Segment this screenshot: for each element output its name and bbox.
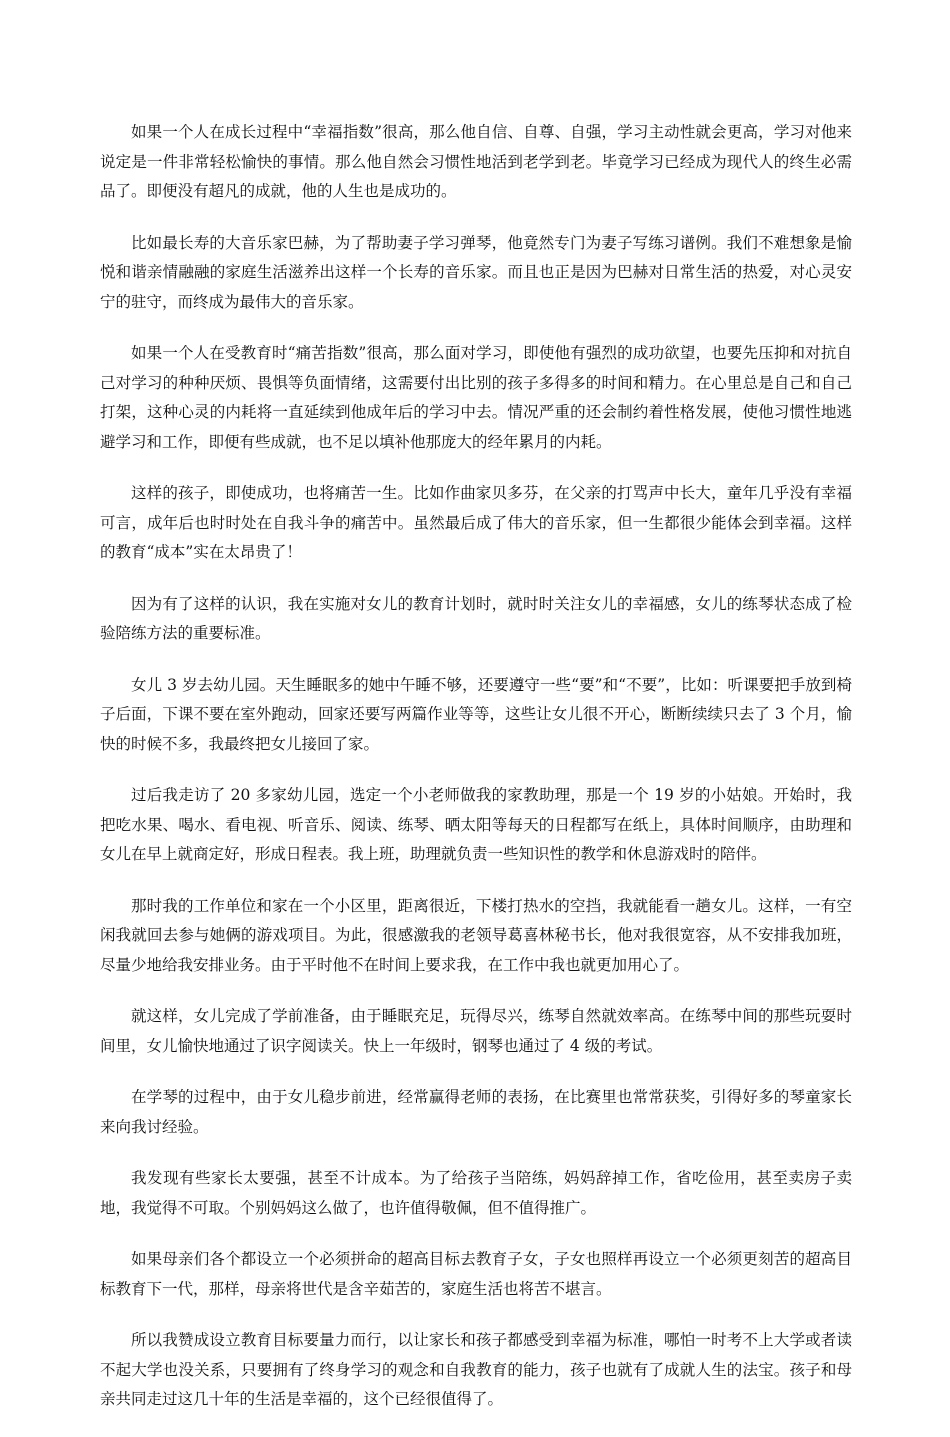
paragraph-8: 那时我的工作单位和家在一个小区里，距离很近，下楼打热水的空挡，我就能看一趟女儿。这样，一有空闲我就回去参与她俩的游戏项目。为此，很感激我的老领导葛喜林秘书长，他对我很宽容，从不安排我加班，尽量少地给我安排业务。由于平时他不在时间上要求我，在工作中我也就更加用心了。: [100, 896, 852, 974]
article-body: [100, 118, 852, 1437]
paragraph-1: 如果一个人在成长过程中“幸福指数”很高，那么他自信、自尊、自强，学习主动性就会更高，学习对他来说定是一件非常轻松愉快的事情。那么他自然会习惯性地活到老学到老。毕竟学习已经成为现代人的终生必需品了。即便没有超凡的成就，他的人生也是成功的。: [100, 123, 852, 200]
paragraph-9: 就这样，女儿完成了学前准备，由于睡眠充足，玩得尽兴，练琴自然就效率高。在练琴中间的那些玩耍时间里，女儿愉快地通过了识字阅读关。快上一年级时，钢琴也通过了 4 级的考试。: [100, 1007, 852, 1055]
paragraph-6: 女儿 3 岁去幼儿园。天生睡眠多的她中午睡不够，还要遵守一些“要”和“不要”，比如：听课要把手放到椅子后面，下课不要在室外跑动，回家还要写两篇作业等等，这些让女儿很不开心，断断续续只去了 3 个月，愉快的时候不多，我最终把女儿接回了家。: [100, 675, 852, 753]
paragraph-3: 如果一个人在受教育时“痛苦指数”很高，那么面对学习，即使他有强烈的成功欲望，也要先压抑和对抗自己对学习的种种厌烦、畏惧等负面情绪，这需要付出比别的孩子多得多的时间和精力。在心里总是自己和自己打架，这种心灵的内耗将一直延续到他成年后的学习中去。情况严重的还会制约着性格发展，使他习惯性地逃避学习和工作，即便有些成就，也不足以填补他那庞大的经年累月的内耗。: [100, 344, 852, 451]
paragraph-2: 比如最长寿的大音乐家巴赫，为了帮助妻子学习弹琴，他竟然专门为妻子写练习谱例。我们不难想象是愉悦和谐亲情融融的家庭生活滋养出这样一个长寿的音乐家。而且也正是因为巴赫对日常生活的热爱，对心灵安宁的驻守，而终成为最伟大的音乐家。: [100, 233, 852, 311]
paragraph-4: 这样的孩子，即使成功，也将痛苦一生。比如作曲家贝多芬，在父亲的打骂声中长大，童年几乎没有幸福可言，成年后也时时处在自我斗争的痛苦中。虽然最后成了伟大的音乐家，但一生都很少能体会到幸福。这样的教育“成本”实在太昂贵了！: [100, 484, 852, 561]
paragraph-11: 我发现有些家长太要强，甚至不计成本。为了给孩子当陪练，妈妈辞掉工作，省吃俭用，甚至卖房子卖地，我觉得不可取。个别妈妈这么做了，也许值得敬佩，但不值得推广。: [100, 1169, 852, 1217]
paragraph-7: 过后我走访了 20 多家幼儿园，选定一个小老师做我的家教助理，那是一个 19 岁的小姑娘。开始时，我把吃水果、喝水、看电视、听音乐、阅读、练琴、晒太阳等每天的日程都写在纸上，具体时间顺序，由助理和女儿在早上就商定好，形成日程表。我上班，助理就负责一些知识性的教学和休息游戏时的陪伴。: [100, 786, 852, 863]
paragraph-13: 所以我赞成设立教育目标要量力而行，以让家长和孩子都感受到幸福为标准，哪怕一时考不上大学或者读不起大学也没关系，只要拥有了终身学习的观念和自我教育的能力，孩子也就有了成就人生的法宝。孩子和母亲共同走过这几十年的生活是幸福的，这个已经很值得了。: [100, 1331, 852, 1408]
paragraph-10: 在学琴的过程中，由于女儿稳步前进，经常赢得老师的表扬，在比赛里也常常获奖，引得好多的琴童家长来向我讨经验。: [100, 1088, 852, 1136]
paragraph-5: 因为有了这样的认识，我在实施对女儿的教育计划时，就时时关注女儿的幸福感，女儿的练琴状态成了检验陪练方法的重要标准。: [100, 594, 852, 642]
paragraph-12: 如果母亲们各个都设立一个必须拼命的超高目标去教育子女，子女也照样再设立一个必须更刻苦的超高目标教育下一代，那样，母亲将世代是含辛茹苦的，家庭生活也将苦不堪言。: [100, 1250, 852, 1298]
